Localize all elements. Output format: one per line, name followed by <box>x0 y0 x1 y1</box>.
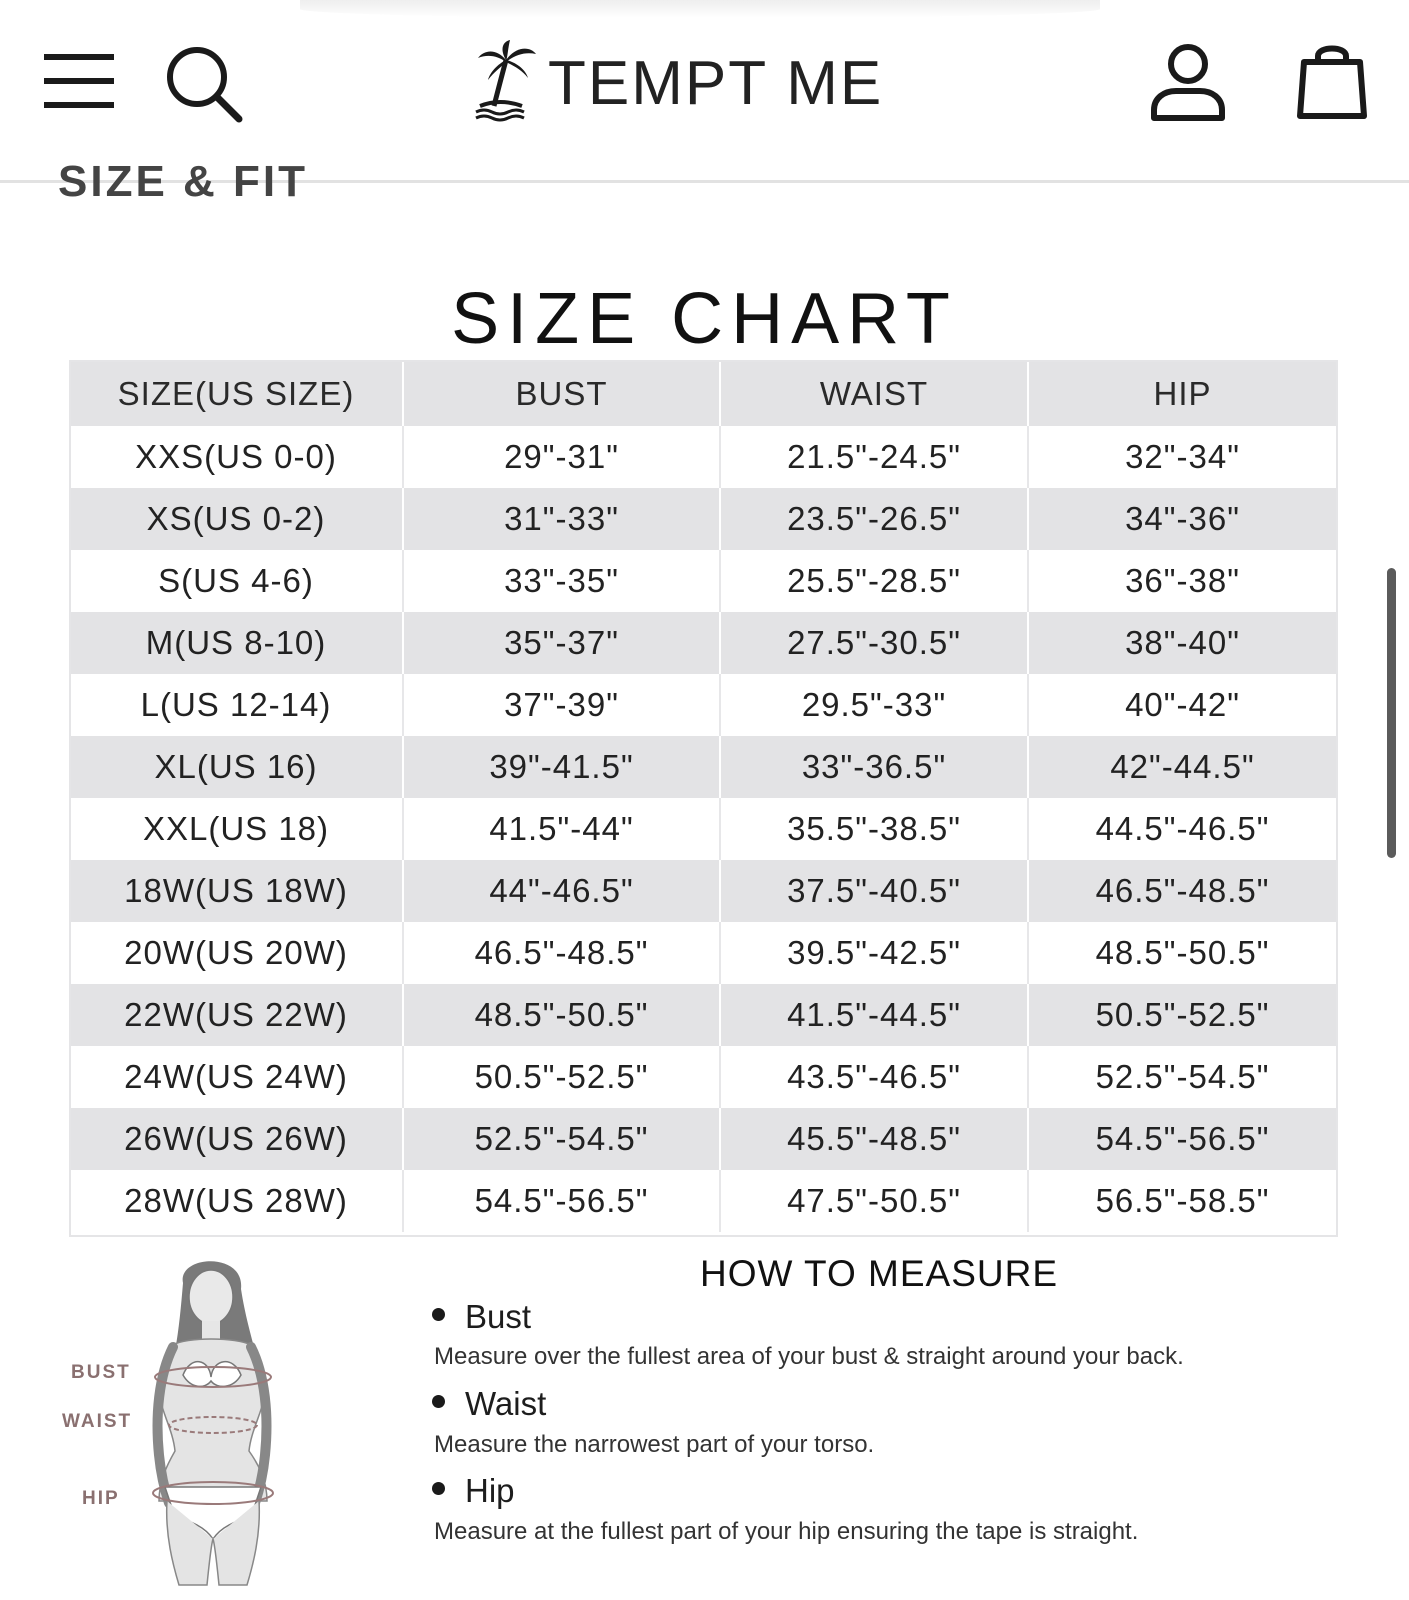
cell-size: L(US 12-14) <box>70 674 403 736</box>
cell-bust: 33"-35" <box>403 550 720 612</box>
how-to-measure-title: HOW TO MEASURE <box>700 1253 1059 1294</box>
table-row <box>70 1170 1337 1232</box>
cell-bust: 54.5"-56.5" <box>403 1170 720 1232</box>
cell-size: XS(US 0-2) <box>70 488 403 550</box>
figure-label-bust: BUST <box>71 1362 131 1383</box>
cell-waist: 23.5"-26.5" <box>720 488 1028 550</box>
cell-bust: 39"-41.5" <box>403 736 720 798</box>
cell-waist: 41.5"-44.5" <box>720 984 1028 1046</box>
cell-hip: 42"-44.5" <box>1028 736 1337 798</box>
column-header-size: SIZE(US SIZE) <box>70 361 403 426</box>
cell-hip: 38"-40" <box>1028 612 1337 674</box>
size-chart-table <box>70 361 1338 1232</box>
table-header-row <box>70 361 1337 426</box>
table-row <box>70 860 1337 922</box>
cell-hip: 34"-36" <box>1028 488 1337 550</box>
cell-waist: 29.5"-33" <box>720 674 1028 736</box>
table-row <box>70 798 1337 860</box>
cell-size: M(US 8-10) <box>70 612 403 674</box>
measure-desc-bust: Measure over the fullest area of your bust & straight around your back. <box>434 1343 1184 1370</box>
table-row <box>70 426 1337 488</box>
table-row <box>70 488 1337 550</box>
cell-waist: 47.5"-50.5" <box>720 1170 1028 1232</box>
shopping-bag-icon[interactable] <box>1298 40 1366 120</box>
cell-bust: 48.5"-50.5" <box>403 984 720 1046</box>
bullet-icon <box>432 1395 445 1408</box>
measure-name-hip: Hip <box>465 1472 515 1509</box>
column-header-bust: BUST <box>403 361 720 426</box>
measure-name-waist: Waist <box>465 1385 547 1422</box>
cell-hip: 52.5"-54.5" <box>1028 1046 1337 1108</box>
cell-bust: 50.5"-52.5" <box>403 1046 720 1108</box>
cell-size: S(US 4-6) <box>70 550 403 612</box>
menu-icon[interactable] <box>44 54 114 108</box>
cell-size: 22W(US 22W) <box>70 984 403 1046</box>
cell-hip: 46.5"-48.5" <box>1028 860 1337 922</box>
page-scrollbar-thumb[interactable] <box>1387 568 1396 858</box>
cell-size: 20W(US 20W) <box>70 922 403 984</box>
measure-item-hip <box>432 1472 515 1510</box>
brand-logo-link[interactable] <box>476 40 883 120</box>
cell-size: 18W(US 18W) <box>70 860 403 922</box>
table-row <box>70 674 1337 736</box>
cell-size: 24W(US 24W) <box>70 1046 403 1108</box>
table-row <box>70 736 1337 798</box>
cell-waist: 25.5"-28.5" <box>720 550 1028 612</box>
table-row <box>70 984 1337 1046</box>
cell-waist: 33"-36.5" <box>720 736 1028 798</box>
cell-hip: 56.5"-58.5" <box>1028 1170 1337 1232</box>
cell-bust: 37"-39" <box>403 674 720 736</box>
section-heading: SIZE & FIT <box>58 157 308 206</box>
table-row <box>70 1108 1337 1170</box>
column-header-hip: HIP <box>1028 361 1337 426</box>
cell-bust: 52.5"-54.5" <box>403 1108 720 1170</box>
cell-waist: 43.5"-46.5" <box>720 1046 1028 1108</box>
measure-item-waist <box>432 1385 546 1423</box>
header-shadow <box>300 0 1100 18</box>
table-row <box>70 922 1337 984</box>
search-icon[interactable] <box>165 45 243 123</box>
cell-hip: 54.5"-56.5" <box>1028 1108 1337 1170</box>
section-heading-clipped <box>0 157 500 206</box>
site-header <box>0 0 1409 183</box>
cell-hip: 40"-42" <box>1028 674 1337 736</box>
palm-tree-logo-icon <box>476 40 538 120</box>
cell-waist: 27.5"-30.5" <box>720 612 1028 674</box>
measure-item-bust <box>432 1298 531 1336</box>
size-chart-title: SIZE CHART <box>451 279 958 359</box>
cell-size: XXS(US 0-0) <box>70 426 403 488</box>
bullet-icon <box>432 1482 445 1495</box>
figure-label-hip: HIP <box>82 1488 120 1509</box>
cell-size: 26W(US 26W) <box>70 1108 403 1170</box>
cell-hip: 44.5"-46.5" <box>1028 798 1337 860</box>
table-row <box>70 612 1337 674</box>
table-row <box>70 1046 1337 1108</box>
cell-bust: 29"-31" <box>403 426 720 488</box>
measure-desc-hip: Measure at the fullest part of your hip ensuring the tape is straight. <box>434 1518 1139 1545</box>
cell-bust: 35"-37" <box>403 612 720 674</box>
cell-bust: 44"-46.5" <box>403 860 720 922</box>
account-icon[interactable] <box>1150 44 1226 122</box>
brand-name: TEMPT ME <box>548 49 884 118</box>
cell-bust: 41.5"-44" <box>403 798 720 860</box>
cell-hip: 36"-38" <box>1028 550 1337 612</box>
cell-bust: 46.5"-48.5" <box>403 922 720 984</box>
cell-waist: 37.5"-40.5" <box>720 860 1028 922</box>
cell-size: XL(US 16) <box>70 736 403 798</box>
figure-label-waist: WAIST <box>62 1411 133 1432</box>
bullet-icon <box>432 1308 445 1321</box>
cell-size: 28W(US 28W) <box>70 1170 403 1232</box>
column-header-waist: WAIST <box>720 361 1028 426</box>
cell-bust: 31"-33" <box>403 488 720 550</box>
cell-hip: 50.5"-52.5" <box>1028 984 1337 1046</box>
table-body <box>70 426 1337 1232</box>
cell-size: XXL(US 18) <box>70 798 403 860</box>
cell-hip: 48.5"-50.5" <box>1028 922 1337 984</box>
cell-waist: 21.5"-24.5" <box>720 426 1028 488</box>
cell-hip: 32"-34" <box>1028 426 1337 488</box>
cell-waist: 35.5"-38.5" <box>720 798 1028 860</box>
cell-waist: 45.5"-48.5" <box>720 1108 1028 1170</box>
measure-desc-waist: Measure the narrowest part of your torso. <box>434 1431 875 1458</box>
measure-name-bust: Bust <box>465 1298 532 1335</box>
cell-waist: 39.5"-42.5" <box>720 922 1028 984</box>
table-row <box>70 550 1337 612</box>
